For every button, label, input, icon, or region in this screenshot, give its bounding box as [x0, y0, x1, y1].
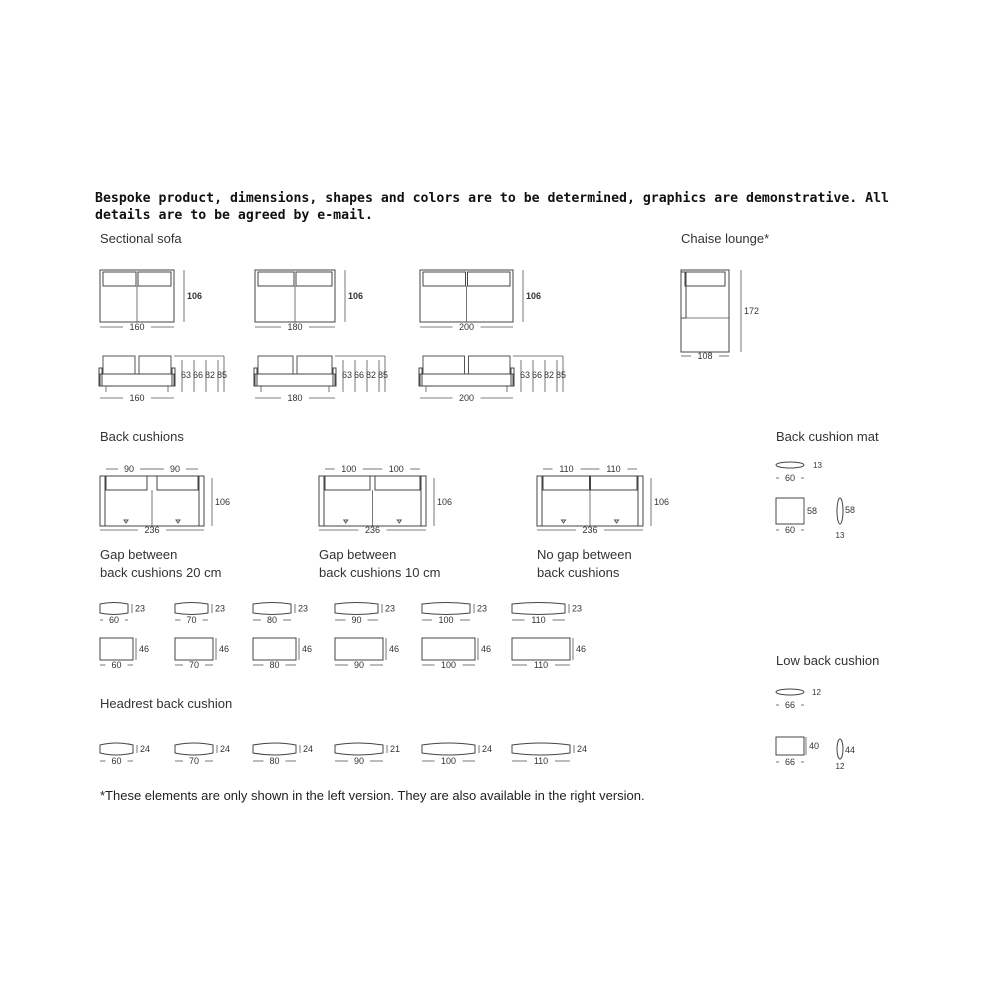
back-cushion [139, 356, 171, 374]
sofa-side-views [99, 356, 566, 403]
mat-top-width: 60 [784, 473, 796, 483]
back-cushion-sofa-2 [319, 464, 452, 535]
cushion-a-label: 100 [341, 464, 357, 474]
width-label: 60 [108, 615, 120, 625]
cushion-a-label: 90 [123, 464, 135, 474]
chaise-lounge-drawing [681, 270, 759, 361]
headrest-cushion-60 [100, 743, 150, 766]
height-label-85: 85 [216, 370, 228, 380]
caption-no-gap-line1: No gap between [537, 547, 632, 562]
height-label: 46 [481, 644, 492, 654]
low-top-width: 66 [784, 700, 796, 710]
cushion-shape [422, 743, 475, 755]
width-label: 70 [186, 615, 197, 625]
cushion-shape [175, 603, 208, 615]
back-cushion-mat-drawing [776, 461, 855, 540]
caption-gap-10-line2: back cushions 10 cm [319, 565, 441, 580]
height-label-63: 63 [341, 370, 353, 380]
caption-gap-10-line1: Gap between [319, 547, 397, 562]
width-label: 200 [458, 393, 475, 403]
thick-label: 23 [477, 603, 488, 614]
mat-side-thick: 13 [835, 531, 845, 540]
low-top-view [776, 689, 804, 695]
marker [124, 520, 128, 523]
height-label-85: 85 [377, 370, 389, 380]
cushion-block-70 [175, 638, 229, 670]
low-back-cushion-drawing [776, 688, 855, 771]
back-cushion [106, 476, 147, 490]
height-label-82: 82 [204, 370, 216, 380]
width-label: 110 [533, 660, 549, 670]
arm-right [199, 476, 204, 526]
width-label: 70 [188, 756, 200, 766]
cushion-thin-110 [512, 603, 582, 626]
low-side-height: 44 [845, 745, 856, 755]
caption-gap-20-line2: back cushions 20 cm [100, 565, 222, 580]
cushion-shape [422, 638, 475, 660]
width-label: 90 [351, 615, 362, 625]
low-side-thick: 12 [835, 762, 845, 771]
cushion-block-80 [253, 638, 312, 670]
cushion-shape [335, 638, 383, 660]
cushion-shape [422, 603, 470, 615]
headrest-cushion-100 [422, 743, 492, 766]
width-label: 236 [364, 525, 381, 535]
seat-base [420, 374, 513, 386]
depth-label: 106 [654, 497, 670, 507]
arm-right [638, 476, 643, 526]
mat-side-height: 58 [845, 505, 856, 515]
width-label: 100 [440, 756, 457, 766]
back-cushion [468, 272, 511, 286]
thick-label: 23 [135, 603, 146, 614]
back-cushion-sofas [100, 464, 669, 535]
cushion-shape [512, 743, 570, 755]
marker [344, 520, 348, 523]
mat-top-view [776, 462, 804, 468]
width-label: 160 [129, 322, 145, 332]
back-cushion [543, 476, 590, 490]
chaise-width-label: 108 [697, 351, 713, 361]
marker [397, 520, 401, 523]
cushion-shape [253, 638, 296, 660]
section-title-headrest-back-cushion: Headrest back cushion [100, 696, 233, 711]
cushion-shape [335, 743, 383, 755]
width-label: 90 [353, 660, 365, 670]
mat-top-thick: 13 [813, 461, 822, 470]
sofa-side-2 [254, 356, 388, 403]
cushion-thin-100 [422, 603, 487, 626]
arm-right [421, 476, 426, 526]
sofa-top-1 [100, 270, 202, 332]
section-title-chaise-lounge: Chaise lounge* [681, 231, 770, 246]
cushion-shape [100, 743, 133, 755]
thick-label: 24 [140, 744, 151, 754]
low-side-view [837, 739, 843, 759]
thick-label: 24 [482, 744, 493, 754]
thick-label: 23 [572, 603, 583, 614]
marker [562, 520, 566, 523]
height-label-66: 66 [192, 370, 204, 380]
back-cushion [325, 476, 370, 490]
height-label-82: 82 [543, 370, 555, 380]
depth-label: 106 [526, 291, 542, 301]
width-label: 80 [269, 756, 280, 766]
height-label-63: 63 [180, 370, 192, 380]
cushion-shape [512, 603, 565, 615]
sofa-side-1 [99, 356, 227, 403]
arm-left [537, 476, 542, 526]
low-front-width: 66 [784, 757, 796, 767]
width-label: 236 [144, 525, 160, 535]
width-label: 60 [111, 660, 122, 670]
width-label: 160 [129, 393, 145, 403]
cushion-shape [175, 743, 213, 755]
cushion-thin-60 [100, 603, 145, 626]
back-cushion [423, 272, 466, 286]
marker [176, 520, 180, 523]
arm-left [319, 476, 324, 526]
cushion-shape [175, 638, 213, 660]
headrest-cushion-70 [175, 743, 230, 766]
headrest-cushion-110 [512, 743, 587, 766]
thick-label: 24 [303, 744, 314, 754]
width-label: 100 [440, 660, 457, 670]
back-cushion [103, 272, 136, 286]
cushion-shape [100, 638, 133, 660]
height-label: 46 [139, 644, 150, 654]
cushion-block-100 [422, 638, 491, 670]
width-label: 180 [287, 393, 303, 403]
section-title-back-cushion-mat: Back cushion mat [776, 429, 879, 444]
sofa-top-2 [255, 270, 363, 332]
caption-no-gap-line2: back cushions [537, 565, 620, 580]
marker [615, 520, 619, 523]
low-top-thick: 12 [812, 688, 821, 697]
section-title-back-cushions: Back cushions [100, 429, 184, 444]
sofa-top-3 [420, 270, 541, 332]
back-cushion [297, 356, 332, 374]
cushion-b-label: 90 [169, 464, 181, 474]
cushion-row-2 [100, 638, 586, 670]
height-label-66: 66 [353, 370, 365, 380]
height-label: 46 [576, 644, 587, 654]
width-label: 80 [269, 660, 280, 670]
depth-label: 106 [215, 497, 231, 507]
mat-side-view [837, 498, 843, 524]
width-label: 80 [266, 615, 278, 625]
cushion-shape [100, 603, 128, 615]
back-cushion [469, 356, 511, 374]
low-front-height: 40 [809, 741, 820, 751]
cushion-b-label: 110 [606, 464, 621, 474]
height-label: 46 [389, 644, 400, 654]
cushion-block-60 [100, 638, 149, 670]
sofa-top-views [100, 270, 541, 332]
height-label: 46 [219, 644, 230, 654]
width-label: 110 [531, 615, 546, 625]
back-cushion [423, 356, 465, 374]
depth-label: 106 [348, 291, 364, 301]
width-label: 180 [287, 322, 303, 332]
cushion-block-110 [512, 638, 586, 670]
arm-left [100, 476, 105, 526]
headrest-cushion-90 [335, 743, 400, 766]
mat-front-width: 60 [784, 525, 796, 535]
thick-label: 23 [298, 603, 309, 614]
depth-label: 106 [187, 291, 203, 301]
cushion-thin-80 [253, 603, 308, 626]
cushion-thin-90 [335, 603, 395, 626]
sofa-side-3 [419, 356, 566, 403]
mat-front-view [776, 498, 804, 524]
width-label: 90 [353, 756, 365, 766]
caption-gap-20-line1: Gap between [100, 547, 178, 562]
back-cushion [138, 272, 171, 286]
width-label: 60 [111, 756, 122, 766]
headrest-row [100, 743, 587, 766]
back-cushion [258, 272, 294, 286]
chaise-outline [681, 270, 729, 352]
section-title-sectional-sofa: Sectional sofa [100, 231, 182, 246]
cushion-shape [335, 603, 378, 615]
cushion-shape [253, 743, 296, 755]
back-cushion-sofa-3 [537, 464, 669, 535]
width-label: 70 [188, 660, 200, 670]
seat-base [255, 374, 335, 386]
cushion-thin-70 [175, 603, 225, 626]
section-title-low-back-cushion: Low back cushion [776, 653, 880, 668]
back-cushion [375, 476, 420, 490]
height-label-85: 85 [555, 370, 567, 380]
height-label-66: 66 [531, 370, 543, 380]
low-front-view [776, 737, 804, 755]
back-cushion [258, 356, 293, 374]
thick-label: 21 [390, 744, 401, 754]
back-cushion [296, 272, 332, 286]
chaise-back-cushion [685, 272, 725, 286]
height-label-82: 82 [365, 370, 377, 380]
width-label: 200 [458, 322, 475, 332]
thick-label: 24 [577, 744, 588, 754]
cushion-row-1 [100, 603, 582, 626]
back-cushion-sofa-1 [100, 464, 230, 535]
width-label: 236 [582, 525, 598, 535]
seat-base [100, 374, 174, 386]
cushion-a-label: 110 [559, 464, 574, 474]
width-label: 100 [438, 615, 454, 625]
depth-label: 106 [437, 497, 453, 507]
chaise-length-label: 172 [744, 306, 760, 316]
height-label: 46 [302, 644, 313, 654]
back-cushion [157, 476, 198, 490]
headrest-cushion-80 [253, 743, 313, 766]
cushion-block-90 [335, 638, 399, 670]
back-cushion [103, 356, 135, 374]
cushion-b-label: 100 [388, 464, 404, 474]
height-label-63: 63 [519, 370, 531, 380]
footnote: *These elements are only shown in the left version. They are also available in the right version. [100, 788, 645, 803]
cushion-shape [253, 603, 291, 615]
mat-front-height: 58 [807, 506, 818, 516]
width-label: 110 [533, 756, 549, 766]
disclaimer-text: Bespoke product, dimensions, shapes and colors are to be determined, graphics are demonstrative. All details are to be agreed by e-mail. [95, 191, 889, 223]
thick-label: 23 [215, 603, 226, 614]
back-cushion [591, 476, 638, 490]
cushion-shape [512, 638, 570, 660]
thick-label: 24 [220, 744, 231, 754]
thick-label: 23 [385, 603, 396, 614]
